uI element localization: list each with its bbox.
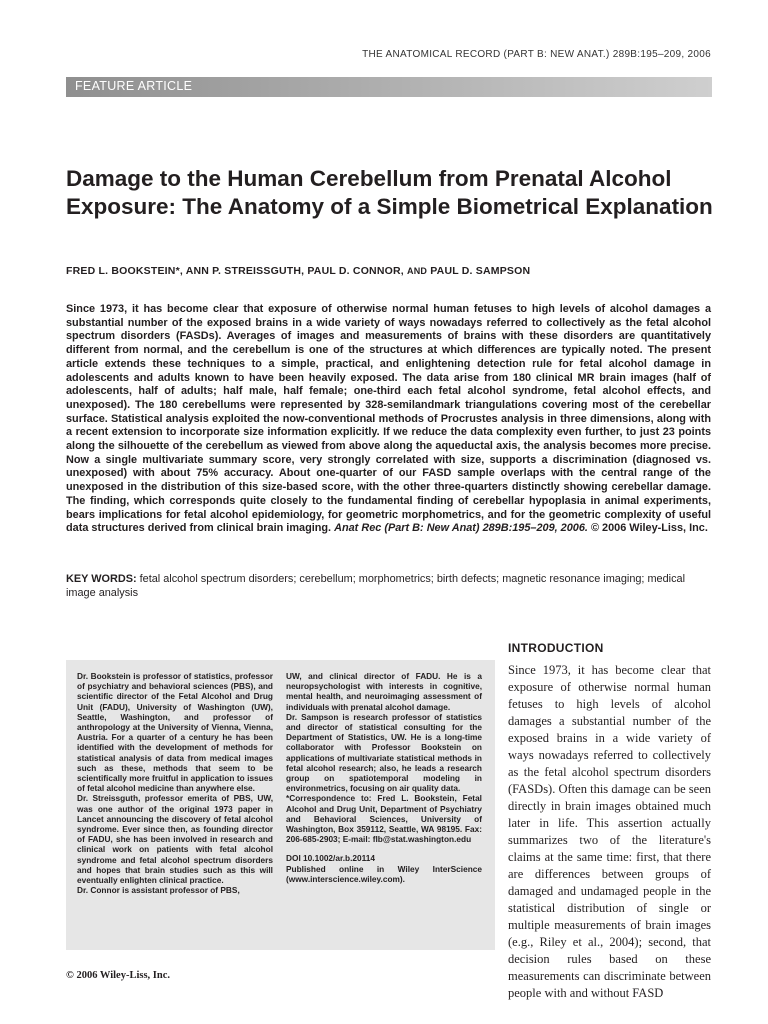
author-list	[66, 265, 716, 277]
abstract-body: Since 1973, it has become clear that exposure of otherwise normal human fetuses to high levels of alcohol damages a substantial number of the exposed brains in a wide variety of ways nowadays referred to collectively as the fetal alcohol spectrum disorders (FASDs). Averages of images and measurements of brains with these disorders are quantitatively different from normal, and the cerebellum is one of the structures at which differences are typically noted. The present article extends these techniques to a simple, practical, and enlightening detection rule for fetal alcohol damage in adolescents and adults known to have been heavily exposed. The data arise from 180 clinical MR brain images (half of adolescents, half of adults; half male, half female; one-third each fetal alcohol syndrome, fetal alcohol effects, and unexposed). The 180 cerebellums were represented by 328-semilandmark triangulations covering most of the cerebellar surface. Statistical analysis exploited the now-conventional methods of Procrustes analysis in three dimensions, along with a recent extension to incorporate size information explicitly. If we reduce the data complexity even further, to just 23 points along the silhouette of the cerebellum as viewed from above along the aqueductal axis, the analysis becomes more precise. Now a single multivariate summary score, very strongly correlated with size, supports a discrimination (diagnosed vs. unexposed) with about 75% accuracy. About one-quarter of our FASD sample overlaps with the central range of the unexposed in the distribution of this size-based score, with the other three-quarters distinctly showing cerebellar damage. The finding, which corresponds quite closely to the fundamental finding of cerebellar hypoplasia in animal experiments, bears implications for fetal alcohol epidemiology, for geometric morphometrics, and for the geometric complexity of useful data structures derived from clinical brain imaging.	[66, 303, 711, 535]
doi: DOI 10.1002/ar.b.20114	[286, 853, 376, 864]
authors-main: FRED L. BOOKSTEIN*, ANN P. STREISSGUTH, PAUL D. CONNOR,	[66, 265, 408, 277]
bio-column-left	[77, 671, 273, 895]
bio-column-right	[286, 671, 482, 884]
bio-streissguth: Dr. Streissguth, professor emerita of PBS, UW, was one author of the original 1973 paper in Lancet announcing the discovery of fetal alcohol syndrome. Ever since then, as founding director of FADU, she has been involved in research and clinical work on patients with fetal alcohol syndrome and fetal alcohol spectrum disorders and hopes that brain studies such as this will eventually enlighten clinical practice.	[77, 793, 273, 886]
bio-sampson: Dr. Sampson is research professor of statistics and director of statistical consulting for the Department of Statistics, UW. He is a long-time collaborator with Professor Bookstein on applications of multivariate statistical methods in fetal alcohol research; also, he leads a research group on spatiotemporal modeling in environmetrics, focusing on air quality data.	[286, 711, 482, 794]
introduction-text: Since 1973, it has become clear that exposure of otherwise normal human fetuses to high levels of alcohol damages a substantial number of the exposed brains in a wide variety of ways nowadays referred to collectively as the fetal alcohol spectrum disorders (FASDs). Often this damage can be seen directly in brain images obtained much later in life. This assertion actually summarizes two of the literature's claims at the same time: first, that there are differences between groups of damaged and undamaged people in the statistical distribution of single or multiple measurements of brain images (e.g., Riley et al., 2004); second, that decision rules based on these measurements can discriminate between people with and without FASD	[508, 663, 711, 1000]
keywords-list: fetal alcohol spectrum disorders; cerebellum; morphometrics; birth defects; magnetic resonance imaging; medical image analysis	[66, 573, 686, 599]
bio-connor-start: Dr. Connor is assistant professor of PBS,	[77, 885, 240, 896]
footer-copyright: © 2006 Wiley-Liss, Inc.	[66, 970, 171, 981]
published-online: Published online in Wiley InterScience (www.interscience.wiley.com).	[286, 863, 482, 884]
abstract-copyright: © 2006 Wiley-Liss, Inc.	[590, 522, 708, 535]
author-bio-box	[66, 660, 495, 950]
section-banner	[66, 77, 712, 97]
running-head: THE ANATOMICAL RECORD (PART B: NEW ANAT.) 289B:195–209, 2006	[362, 49, 711, 60]
abstract	[66, 303, 711, 536]
section-label: FEATURE ARTICLE	[75, 79, 193, 93]
abstract-citation: Anat Rec (Part B: New Anat) 289B:195–209, 2006.	[334, 522, 588, 535]
bio-connor-end: UW, and clinical director of FADU. He is a neuropsychologist with interests in cognitive, mental health, and neuroimaging assessment of individuals with prenatal alcohol damage.	[286, 671, 482, 712]
authors-conjunction: AND	[407, 266, 428, 276]
article-title: Damage to the Human Cerebellum from Prenatal Alcohol Exposure: The Anatomy of a Simple Biometrical Explanation	[66, 166, 713, 219]
keywords-label: KEY WORDS:	[66, 573, 137, 585]
keywords	[66, 573, 711, 600]
authors-last: PAUL D. SAMPSON	[427, 265, 531, 277]
section-heading-introduction: INTRODUCTION	[508, 641, 604, 655]
correspondence: *Correspondence to: Fred L. Bookstein, Fetal Alcohol and Drug Unit, Department of Psychiatry and Behavioral Sciences, University of Washington, Box 359112, Seattle, WA 98195. Fax: 206-685-2903; E-mail: flb@stat.washington.edu	[286, 793, 482, 845]
bio-bookstein: Dr. Bookstein is professor of statistics, professor of psychiatry and behavioral sciences (PBS), and scientific director of the Fetal Alcohol and Drug Unit (FADU), University of Washington (UW), Seattle, Washington, and professor of anthropology at the University of Vienna, Vienna, Austria. For a quarter of a century he has been identified with the development of methods for statistical analysis of data from medical images such as these, methods that seem to be scientifically more fruitful in application to issues of fetal alcohol medicine than anywhere else.	[77, 671, 273, 794]
